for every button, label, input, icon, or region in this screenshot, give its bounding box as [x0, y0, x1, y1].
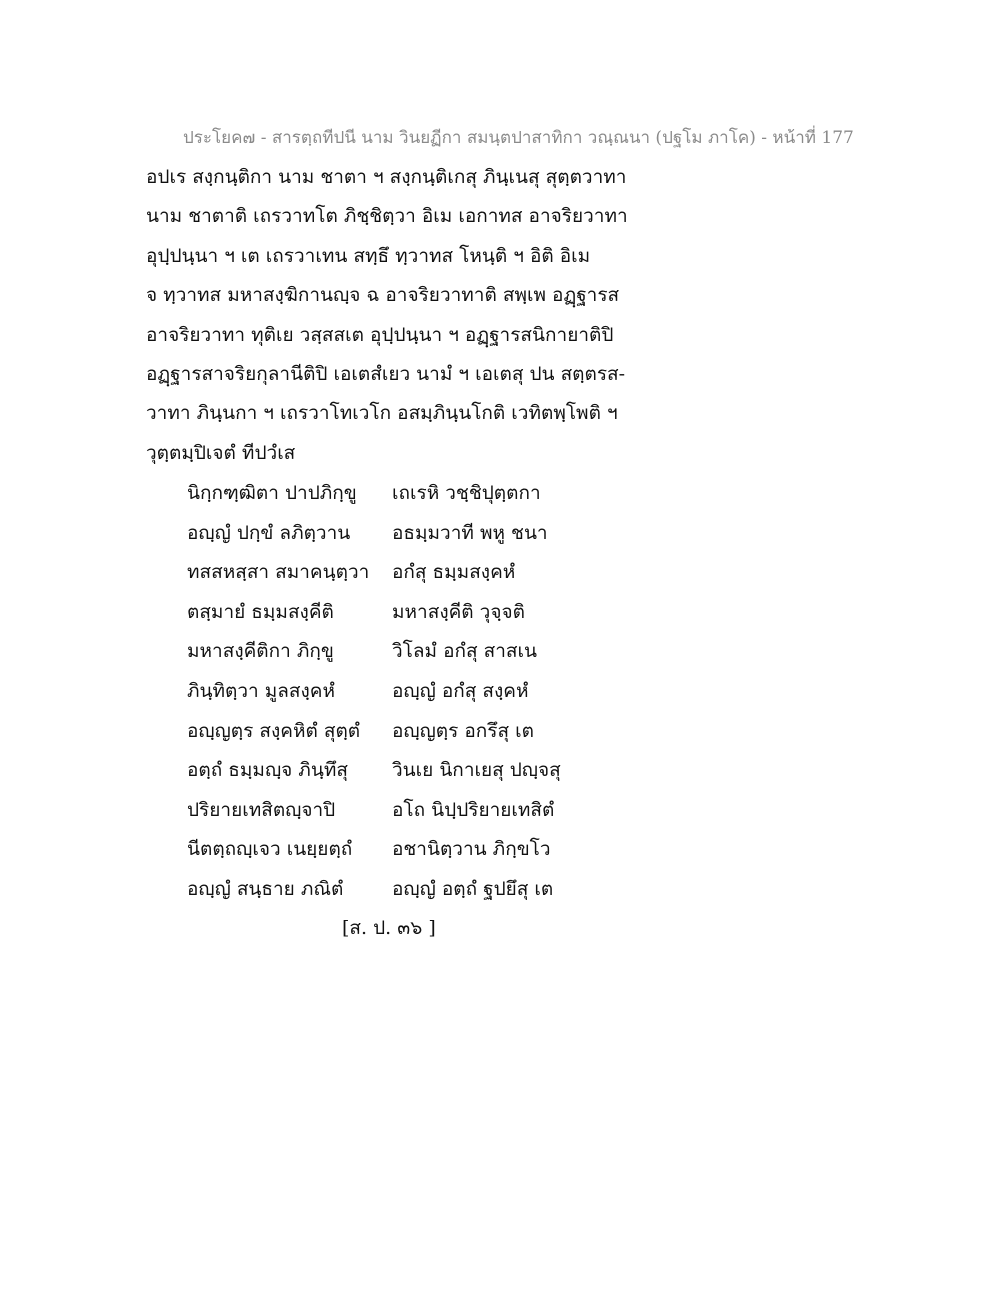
prose-line: วาทา ภินฺนกา ฯ เถรวาโทเวโก อสมฺภินฺนโกติ เวทิตพฺโพติ ฯ: [146, 402, 618, 425]
prose-line: อปเร สงฺกนฺติกา นาม ชาตา ฯ สงฺกนฺติเกสุ ภินฺเนสุ สุตฺตวาทา: [146, 166, 627, 188]
verse-second-half: อกํสุ ธมฺมสงฺคหํ: [392, 561, 516, 584]
verse-second-half: มหาสงฺคีติ วุจฺจติ: [392, 600, 525, 623]
verse-second-half: วิโลมํ อกํสุ สาสเน: [392, 640, 537, 663]
verse-row: [187, 474, 647, 514]
verse-first-half: อตฺถํ ธมฺมญฺจ ภินฺทึสุ: [187, 759, 348, 782]
source-citation: [ส. ป. ๓๖ ]: [342, 917, 436, 939]
prose-line: อุปฺปนฺนา ฯ เต เถรวาเทน สทฺธึ ทฺวาทส โหนฺติ ฯ อิติ อิเม: [146, 244, 591, 267]
page-header: ประโยค๗ - สารตฺถทีปนี นาม วินยฏีกา สมนฺตปาสาทิกา วณฺณนา (ปฐโม ภาโค) - หน้าที่ 177: [183, 128, 854, 148]
verse-first-half: มหาสงฺคีติกา ภิกฺขู: [187, 640, 334, 663]
verse-first-half: ภินฺทิตฺวา มูลสงฺคหํ: [187, 679, 336, 702]
verse-first-half: ทสสหสฺสา สมาคนฺตฺวา: [187, 561, 370, 584]
verse-row: [187, 514, 647, 554]
verse-row: [187, 712, 647, 752]
prose-paragraph: [146, 158, 666, 473]
verse-first-half: นีตตฺถญฺเจว เนยฺยตฺถํ: [187, 838, 353, 861]
verse-row: [187, 672, 647, 712]
verse-row: [187, 791, 647, 831]
verse-row: [187, 870, 647, 910]
verse-first-half: ตสฺมายํ ธมฺมสงฺคีติ: [187, 600, 334, 623]
verse-first-half: ปริยายเทสิตญฺจาปิ: [187, 798, 336, 821]
prose-line: อฏฺฐารสาจริยกุลานีติปิ เอเตสํเยว นามํ ฯ เอเตสุ ปน สตฺตรส-: [146, 362, 626, 385]
verse-row: [187, 632, 647, 672]
verse-first-half: อญฺญํ ปกฺขํ ลภิตฺวาน: [187, 521, 351, 544]
verse-second-half: อญฺญํ อตฺถํ ฐปยึสุ เต: [392, 877, 554, 900]
verse-second-half: อโถ นิปฺปริยายเทสิตํ: [392, 798, 555, 821]
verse-block: [187, 474, 647, 910]
verse-first-half: อญฺญตฺร สงฺคหิตํ สุตฺตํ: [187, 719, 361, 742]
verse-row: [187, 830, 647, 870]
verse-second-half: เถเรหิ วชฺชิปุตฺตกา: [392, 482, 541, 504]
verse-second-half: อชานิตฺวาน ภิกฺขโว: [392, 838, 551, 861]
verse-second-half: วินเย นิกาเยสุ ปญฺจสุ: [392, 759, 561, 782]
verse-row: [187, 553, 647, 593]
prose-line: จ ทฺวาทส มหาสงฺฆิกานญฺจ ฉ อาจริยวาทาติ สพฺเพ อฏฺฐารส: [146, 284, 620, 307]
verse-first-half: อญฺญํ สนฺธาย ภณิตํ: [187, 877, 344, 900]
prose-line: วุตฺตมฺปิเจตํ ทีปวํเส: [146, 441, 296, 464]
prose-line: อาจริยวาทา ทุติเย วสฺสสเต อุปฺปนฺนา ฯ อฏฺฐารสนิกายาติปิ: [146, 323, 614, 346]
verse-first-half: นิกฺกฑฺฒิตา ปาปภิกฺขู: [187, 482, 357, 504]
verse-second-half: อญฺญตฺร อกรึสุ เต: [392, 719, 534, 742]
verse-row: [187, 751, 647, 791]
verse-second-half: อธมฺมวาที พหู ชนา: [392, 521, 548, 544]
verse-row: [187, 593, 647, 633]
verse-second-half: อญฺญํ อกํสุ สงฺคหํ: [392, 679, 529, 702]
prose-line: นาม ชาตาติ เถรวาทโต ภิชฺชิตฺวา อิเม เอกาทส อาจริยวาทา: [146, 205, 628, 228]
